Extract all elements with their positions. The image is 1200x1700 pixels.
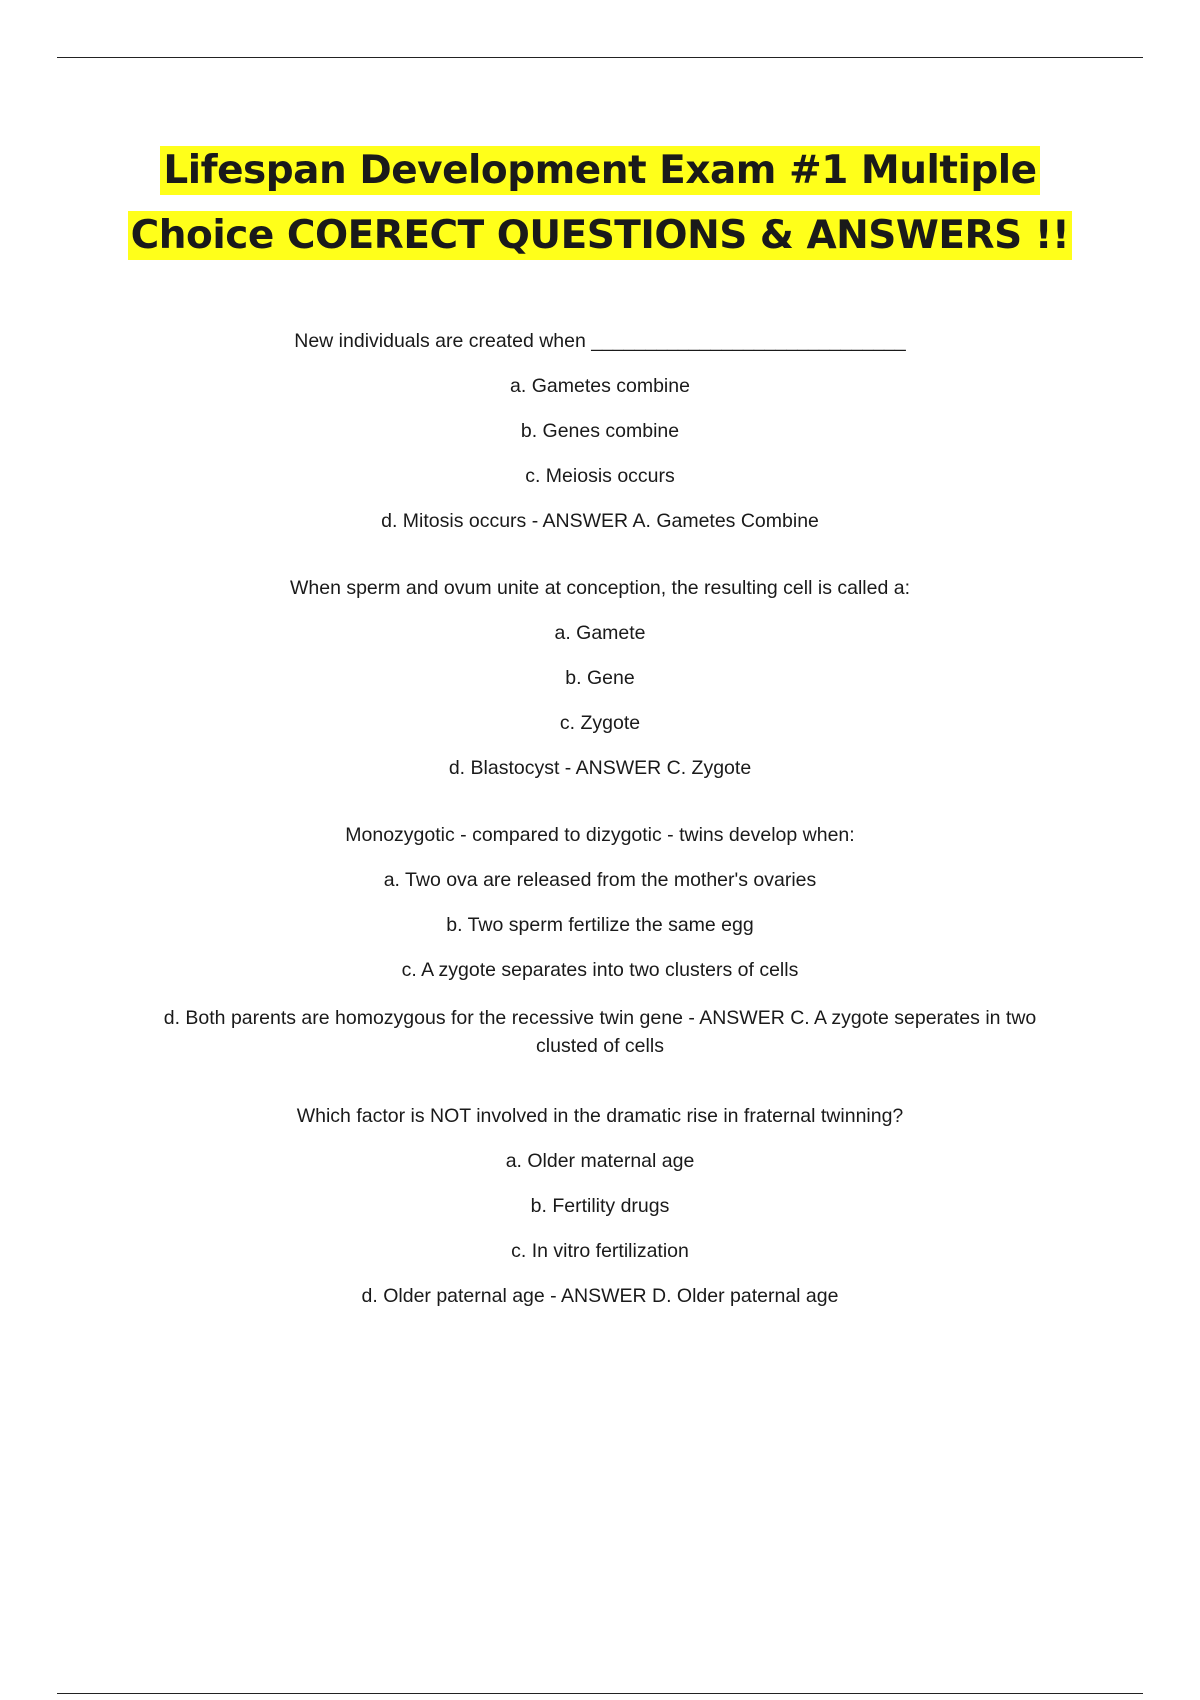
question-prompt: Monozygotic - compared to dizygotic - twins develop when: bbox=[345, 824, 855, 846]
answer-option: c. A zygote separates into two clusters of cells bbox=[401, 959, 799, 981]
question-list bbox=[150, 330, 1050, 1352]
answer-option: c. Zygote bbox=[559, 712, 641, 734]
title-line-1: Lifespan Development Exam #1 Multiple bbox=[160, 146, 1039, 195]
answer-option: c. Meiosis occurs bbox=[525, 465, 675, 487]
answer-option: a. Gamete bbox=[554, 622, 646, 644]
answer-option: d. Blastocyst - ANSWER C. Zygote bbox=[448, 757, 752, 779]
question-1 bbox=[150, 330, 1050, 532]
answer-option: b. Fertility drugs bbox=[530, 1195, 670, 1217]
top-divider bbox=[57, 57, 1143, 58]
bottom-divider bbox=[57, 1693, 1143, 1694]
answer-option: d. Both parents are homozygous for the recessive twin gene - ANSWER C. A zygote seperates in two clusted of cells bbox=[163, 1007, 1037, 1057]
answer-option: d. Mitosis occurs - ANSWER A. Gametes Combine bbox=[381, 510, 819, 532]
answer-option: b. Two sperm fertilize the same egg bbox=[446, 914, 754, 936]
answer-option: d. Older paternal age - ANSWER D. Older paternal age bbox=[361, 1285, 839, 1307]
document-title bbox=[100, 138, 1100, 268]
question-4 bbox=[150, 1105, 1050, 1307]
answer-option: a. Two ova are released from the mother's ovaries bbox=[383, 869, 817, 891]
title-line-2: Choice COERECT QUESTIONS & ANSWERS !! bbox=[128, 211, 1073, 260]
answer-option: a. Gametes combine bbox=[510, 375, 690, 397]
question-prompt: New individuals are created when _____________________________ bbox=[294, 330, 906, 352]
question-prompt: When sperm and ovum unite at conception, the resulting cell is called a: bbox=[289, 577, 910, 599]
answer-option: c. In vitro fertilization bbox=[511, 1240, 689, 1262]
question-3 bbox=[150, 824, 1050, 1060]
answer-option: b. Genes combine bbox=[520, 420, 680, 442]
answer-option: b. Gene bbox=[565, 667, 635, 689]
question-2 bbox=[150, 577, 1050, 779]
answer-option: a. Older maternal age bbox=[505, 1150, 695, 1172]
question-prompt: Which factor is NOT involved in the dramatic rise in fraternal twinning? bbox=[296, 1105, 904, 1127]
